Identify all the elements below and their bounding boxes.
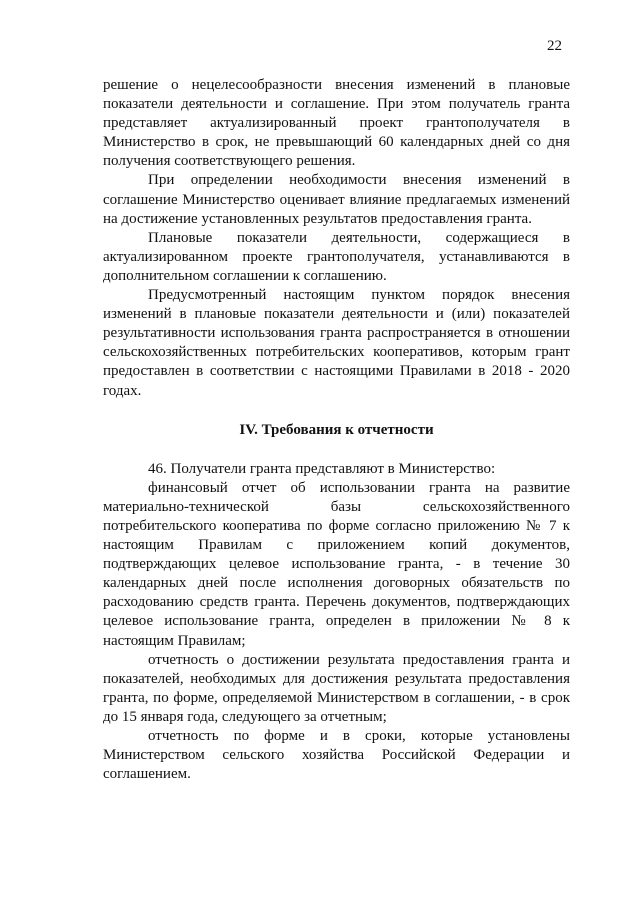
document-body [103, 76, 570, 784]
paragraph: отчетность о достижении результата предоставления гранта и показателей, необходимых для достижения результата предоставления гранта, по форме, определяемой Министерством в соглашении, - в срок до 15 января года, следующего за отчетным; [103, 651, 570, 725]
paragraph: 46. Получатели гранта представляют в Министерство: [148, 460, 496, 477]
section-heading: IV. Требования к отчетности [239, 421, 434, 438]
paragraph: При определении необходимости внесения изменений в соглашение Министерство оценивает влияние предлагаемых изменений на достижение установленных результатов предоставления гранта. [103, 172, 570, 227]
paragraph: Предусмотренный настоящим пунктом порядок внесения изменений в плановые показатели деятельности и (или) показателей результативности использования гранта распространяется в отношении сельскохозяйственных потребительских кооперативов, которым грант предоставлен в соответствии с настоящими Правилами в 2018 - 2020 годах. [103, 287, 570, 399]
paragraph: финансовый отчет об использовании гранта на развитие материально-технической базы сельскохозяйственного потребительского кооператива по форме согласно приложению № 7 к настоящим Правилам с приложением копий документов, подтверждающих целевое использование гранта, - в течение 30 календарных дней после исполнения договорных обязательств по расходованию средств гранта. Перечень документов, подтверждающих целевое использование гранта, определен в приложении № 8 к настоящим Правилам; [103, 479, 570, 649]
page-number: 22 [547, 38, 562, 54]
paragraph: решение о нецелесообразности внесения изменений в плановые показатели деятельности и соглашение. При этом получатель гранта представляет актуализированный проект грантополучателя в Министерство в срок, не превышающий 60 календарных дней со дня получения соответствующего решения. [103, 77, 570, 170]
paragraph: отчетность по форме и в сроки, которые установлены Министерством сельского хозяйства Российской Федерации и соглашением. [103, 728, 570, 783]
paragraph: Плановые показатели деятельности, содержащиеся в актуализированном проекте грантополучателя, устанавливаются в дополнительном соглашении к соглашению. [103, 229, 570, 284]
